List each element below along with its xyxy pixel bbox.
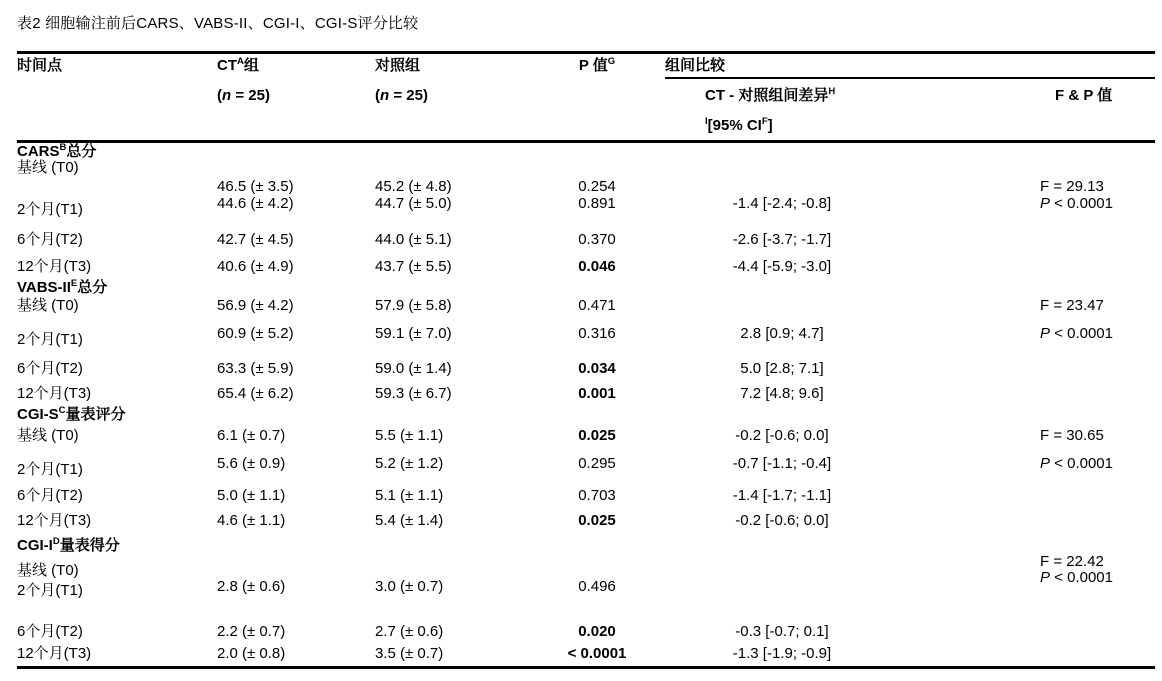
section-header-cgi-s — [17, 406, 1155, 423]
time-point-label: 基线 (T0) — [17, 561, 79, 579]
time-point-label: 12个月(T3) — [17, 644, 92, 662]
time-point-label: 基线 (T0) — [17, 296, 79, 314]
ct-mean-sd: 2.8 (± 0.6) — [217, 578, 286, 595]
time-point-label: 2个月(T1) — [17, 582, 83, 599]
table-row — [17, 315, 1155, 355]
section-header-vabs — [17, 279, 1155, 295]
f-statistic: F = 23.47 — [1040, 296, 1104, 314]
col-header-group-difference: CT - 对照组间差异$^H$ — [705, 86, 836, 104]
p-value: 0.295 — [578, 455, 616, 472]
control-mean-sd: 44.7 (± 5.0) — [375, 195, 452, 212]
time-point-label: 6个月(T2) — [17, 623, 83, 640]
time-point-label: 6个月(T2) — [17, 230, 83, 248]
results-table — [17, 51, 1155, 669]
control-group-n: (n = 25) — [375, 87, 428, 104]
f-and-p-statistics — [952, 554, 1155, 586]
table-row — [17, 159, 1155, 195]
col-header-ct-group: $CT^A$组 — [217, 56, 259, 74]
ct-group-n: (n = 25) — [217, 87, 270, 104]
p-value: 0.254 — [578, 178, 616, 195]
p-value: < 0.0001 — [567, 644, 627, 662]
p-value: 0.025 — [578, 426, 616, 444]
col-header-time-point: 时间点 — [17, 57, 63, 74]
p-value: 0.471 — [578, 296, 616, 314]
ct-mean-sd: 46.5 (± 3.5) — [217, 178, 294, 195]
ct-mean-sd: 42.7 (± 4.5) — [217, 230, 294, 248]
col-header-95ci: $^I$[95% $CI^F$] — [705, 116, 773, 134]
p-value: 0.370 — [578, 230, 616, 248]
control-mean-sd: 5.1 (± 1.1) — [375, 487, 444, 504]
table-row — [17, 423, 1155, 447]
ct-mean-sd: 65.4 (± 6.2) — [217, 385, 294, 402]
p-value: 0.046 — [578, 257, 616, 275]
p-value: 0.020 — [578, 623, 616, 640]
time-point-label: 2个月(T1) — [17, 331, 83, 348]
table-row — [17, 381, 1155, 406]
p-value: 0.496 — [578, 578, 616, 595]
ct-mean-sd: 4.6 (± 1.1) — [217, 512, 286, 529]
p-statistic: P < 0.0001 — [1040, 569, 1113, 586]
p-value: 0.891 — [578, 195, 616, 212]
table-row — [17, 447, 1155, 483]
p-statistic: P < 0.0001 — [1040, 455, 1113, 472]
control-mean-sd: 44.0 (± 5.1) — [375, 230, 452, 248]
group-difference: -1.4 [-2.4; -0.8] — [732, 195, 832, 212]
ct-mean-sd: 2.0 (± 0.8) — [217, 644, 286, 662]
section-header-cars — [17, 143, 1155, 159]
ct-mean-sd: 44.6 (± 4.2) — [217, 195, 294, 212]
ct-mean-sd: 60.9 (± 5.2) — [217, 325, 294, 342]
table-header — [17, 54, 1155, 140]
ct-mean-sd: 40.6 (± 4.9) — [217, 257, 294, 275]
table-row — [17, 295, 1155, 315]
group-difference: 2.8 [0.9; 4.7] — [740, 325, 824, 342]
control-mean-sd: 59.3 (± 6.7) — [375, 385, 452, 402]
group-difference: -4.4 [-5.9; -3.0] — [732, 257, 832, 275]
group-difference: -0.2 [-0.6; 0.0] — [735, 512, 829, 529]
p-statistic: P < 0.0001 — [1040, 195, 1113, 212]
control-mean-sd: 59.0 (± 1.4) — [375, 359, 452, 377]
p-value: 0.703 — [578, 487, 616, 504]
ct-mean-sd: 5.6 (± 0.9) — [217, 455, 286, 472]
table-row — [17, 253, 1155, 279]
col-header-f-and-p: F & P 值 — [1055, 87, 1113, 104]
control-mean-sd: 3.0 (± 0.7) — [375, 578, 444, 595]
p-value: 0.034 — [578, 359, 616, 377]
col-header-control-group: 对照组 — [375, 57, 421, 74]
ct-mean-sd: 2.2 (± 0.7) — [217, 623, 286, 640]
table-row — [17, 553, 1155, 586]
table-row — [17, 606, 1155, 640]
time-point-label: 2个月(T1) — [17, 461, 83, 478]
group-difference: 5.0 [2.8; 7.1] — [740, 359, 824, 377]
p-statistic: P < 0.0001 — [1040, 325, 1113, 342]
time-point-label: 基线 (T0) — [17, 426, 79, 444]
control-mean-sd: 2.7 (± 0.6) — [375, 623, 444, 640]
section-title: VABS-$II^E$总分 — [17, 278, 108, 296]
control-mean-sd: 3.5 (± 0.7) — [375, 644, 444, 662]
table-row — [17, 640, 1155, 666]
control-mean-sd: 5.2 (± 1.2) — [375, 455, 444, 472]
section-header-cgi-i — [17, 533, 1155, 554]
time-point-label: 6个月(T2) — [17, 359, 83, 377]
control-mean-sd: 57.9 (± 5.8) — [375, 296, 452, 314]
time-point-label: 12个月(T3) — [17, 512, 92, 529]
p-value: 0.025 — [578, 512, 616, 529]
control-mean-sd: 59.1 (± 7.0) — [375, 325, 452, 342]
time-point-label: 2个月(T1) — [17, 201, 83, 218]
group-difference: -0.3 [-0.7; 0.1] — [735, 623, 829, 640]
time-point-label: 12个月(T3) — [17, 385, 92, 402]
section-title: CGI-$I^D$量表得分 — [17, 536, 120, 554]
table-row — [17, 483, 1155, 508]
ct-mean-sd: 63.3 (± 5.9) — [217, 359, 294, 377]
time-point-label: 6个月(T2) — [17, 487, 83, 504]
control-mean-sd: 5.4 (± 1.4) — [375, 512, 444, 529]
control-mean-sd: 43.7 (± 5.5) — [375, 257, 452, 275]
control-mean-sd: 5.5 (± 1.1) — [375, 426, 444, 444]
table-caption: 表2 细胞输注前后CARS、VABS-II、CGI-I、CGI-S评分比较 — [17, 15, 419, 32]
col-header-between-group-comparison: 组间比较 — [665, 57, 1155, 79]
f-statistic: F = 29.13 — [1040, 178, 1104, 195]
ct-mean-sd: 56.9 (± 4.2) — [217, 296, 294, 314]
p-value: 0.001 — [578, 385, 616, 402]
f-statistic: F = 22.42 — [1040, 553, 1104, 570]
f-statistic: F = 30.65 — [1040, 426, 1104, 444]
table-row — [17, 225, 1155, 253]
col-header-p-value: P 值$^G$ — [578, 56, 616, 74]
ct-mean-sd: 5.0 (± 1.1) — [217, 487, 286, 504]
time-point-label: 基线 (T0) — [17, 159, 79, 176]
group-difference: -1.3 [-1.9; -0.9] — [732, 644, 832, 662]
section-title: $CARS^B$总分 — [17, 142, 97, 160]
p-value: 0.316 — [578, 325, 616, 342]
group-difference: -1.4 [-1.7; -1.1] — [732, 487, 832, 504]
group-difference: 7.2 [4.8; 9.6] — [740, 385, 824, 402]
group-difference: -2.6 [-3.7; -1.7] — [732, 230, 832, 248]
group-difference: -0.7 [-1.1; -0.4] — [732, 455, 832, 472]
table-bottom-rule — [17, 666, 1155, 669]
table-row — [17, 508, 1155, 533]
table-row — [17, 355, 1155, 381]
ct-mean-sd: 6.1 (± 0.7) — [217, 426, 286, 444]
control-mean-sd: 45.2 (± 4.8) — [375, 178, 452, 195]
group-difference: -0.2 [-0.6; 0.0] — [735, 426, 829, 444]
table-row — [17, 195, 1155, 225]
section-title: CGI-$S^C$量表评分 — [17, 405, 126, 423]
time-point-label: 12个月(T3) — [17, 257, 92, 275]
